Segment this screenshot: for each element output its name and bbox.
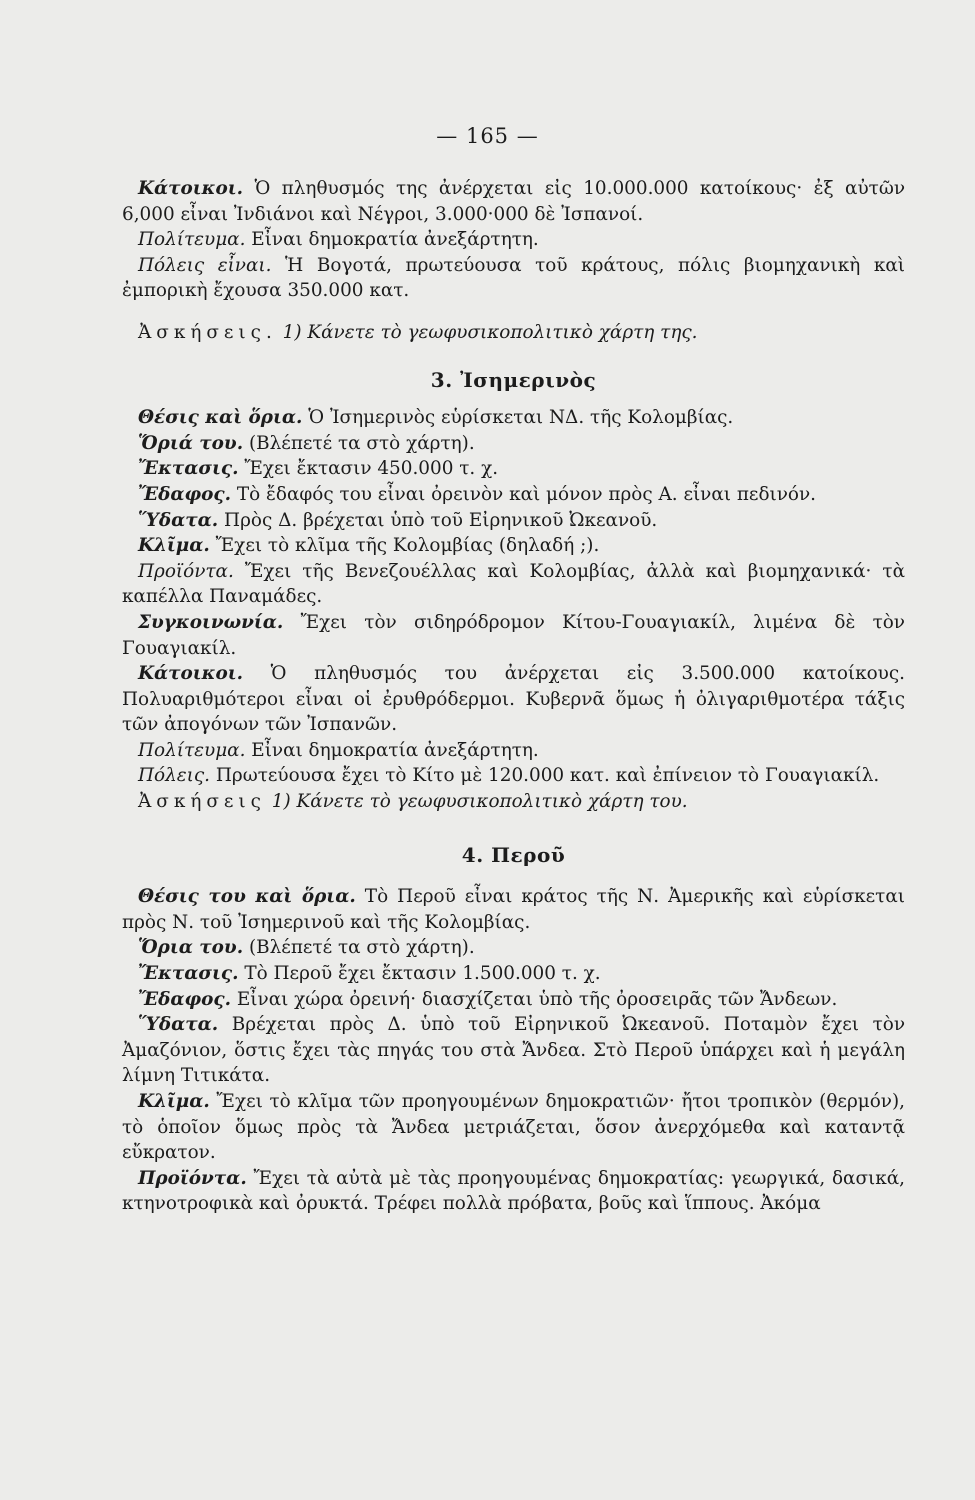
paragraph-text: Εἶναι δημοκρατία ἀνεξάρτητη.: [245, 229, 539, 251]
paragraph-text: Ἔχει ἔκτασιν 450.000 τ. χ.: [238, 458, 499, 480]
paragraph-ecuador-borders: [122, 431, 905, 457]
paragraph-label: Ὕδατα.: [138, 1014, 219, 1036]
paragraph-ecuador-position: [122, 405, 905, 431]
page-number: — 165 —: [436, 124, 539, 148]
paragraph-label: Κλῖμα.: [138, 1091, 210, 1112]
paragraph-peru-products: [122, 1166, 905, 1217]
paragraph-peru-area: [122, 961, 905, 987]
exercise-label: Ἀσκήσεις: [138, 791, 266, 813]
paragraph-peru-waters: [122, 1012, 905, 1089]
exercise-colombia: [122, 320, 905, 346]
paragraph-label: Ἔδαφος.: [138, 483, 232, 505]
paragraph-peru-terrain: [122, 987, 905, 1013]
paragraph-ecuador-terrain: [122, 482, 905, 508]
paragraph-label: Προϊόντα.: [138, 1167, 247, 1189]
paragraph-label: Ἔδαφος.: [138, 988, 232, 1010]
paragraph-colombia-cities: [122, 253, 905, 304]
paragraph-text: Ἔχει τὸ κλῖμα τῆς Κολομβίας (δηλαδή ;).: [209, 535, 600, 557]
paragraph-colombia-government: [122, 227, 905, 253]
paragraph-label: Πολίτευμα.: [138, 229, 246, 251]
paragraph-text: Τὸ Περοῦ εἶναι κράτος τῆς Ν. Ἀμερικῆς καὶ εὑρίσκεται πρὸς Ν. τοῦ Ἰσημερινοῦ καὶ τῆς Κολομβίας.: [122, 886, 905, 933]
paragraph-ecuador-cities: [122, 763, 905, 789]
paragraph-peru-climate: [122, 1089, 905, 1166]
body-text: [122, 176, 905, 1217]
paragraph-ecuador-climate: [122, 533, 905, 559]
paragraph-text: Ὁ πληθυσμός του ἀνέρχεται εἰς 3.500.000 κατοίκους. Πολυαριθμότεροι εἶναι οἱ ἐρυθρόδερμοι. Κυβερνᾶ ὅμως ἡ ὀλιγαριθμοτέρα τάξις τῶν ἀπογόνων τῶν Ἰσπανῶν.: [122, 663, 905, 736]
paragraph-text: Πρὸς Δ. βρέχεται ὑπὸ τοῦ Εἰρηνικοῦ Ὠκεανοῦ.: [218, 509, 658, 531]
paragraph-ecuador-area: [122, 456, 905, 482]
paragraph-ecuador-products: [122, 559, 905, 610]
paragraph-peru-position: [122, 884, 905, 935]
paragraph-text: Τὸ Περοῦ ἔχει ἔκτασιν 1.500.000 τ. χ.: [238, 963, 601, 985]
exercise-text: 1) Κάνετε τὸ γεωφυσικοπολιτικὸ χάρτη της.: [276, 321, 698, 343]
paragraph-peru-borders: [122, 935, 905, 961]
paragraph-text: Ὁ Ἰσημερινὸς εὑρίσκεται ΝΔ. τῆς Κολομβίας.: [302, 407, 734, 429]
paragraph-label: Θέσις του καὶ ὅρια.: [138, 886, 356, 908]
paragraph-label: Ὕδατα.: [138, 509, 219, 531]
paragraph-text: (Βλέπετέ τα στὸ χάρτη).: [243, 432, 475, 454]
paragraph-ecuador-transport: [122, 610, 905, 661]
paragraph-text: Ἡ Βογοτά, πρωτεύουσα τοῦ κράτους, πόλις βιομηχανικὴ καὶ ἐμπορικὴ ἔχουσα 350.000 κατ.: [122, 254, 905, 302]
paragraph-text: Εἶναι δημοκρατία ἀνεξάρτητη.: [245, 739, 539, 761]
paragraph-text: Ἔχει τῆς Βενεζουέλλας καὶ Κολομβίας, ἀλλὰ καὶ βιομηχανικά· τὰ καπέλλα Παναμάδες.: [122, 560, 905, 608]
paragraph-text: Πρωτεύουσα ἔχει τὸ Κίτο μὲ 120.000 κατ. καὶ ἐπίνειον τὸ Γουαγιακίλ.: [210, 765, 880, 787]
paragraph-label: Κάτοικοι.: [138, 178, 244, 199]
section-heading-peru: 4. Περοῦ: [461, 842, 566, 867]
paragraph-text: (Βλέπετέ τα στὸ χάρτη).: [243, 937, 475, 959]
exercise-label: Ἀσκήσεις.: [138, 321, 277, 343]
paragraph-label: Ὅριά του.: [138, 432, 244, 454]
paragraph-label: Θέσις καὶ ὅρια.: [138, 407, 303, 429]
paragraph-ecuador-waters: [122, 508, 905, 534]
paragraph-label: Ἔκτασις.: [138, 963, 239, 985]
paragraph-text: Ἔχει τὸν σιδηρόδρομον Κίτου-Γουαγιακίλ, λιμένα δὲ τὸν Γουαγιακίλ.: [122, 611, 905, 659]
paragraph-colombia-inhabitants: [122, 176, 905, 227]
paragraph-label: Συγκοινωνία.: [138, 611, 284, 633]
paragraph-label: Πολίτευμα.: [138, 739, 246, 761]
paragraph-text: Ὁ πληθυσμός της ἀνέρχεται εἰς 10.000.000 κατοίκους· ἐξ αὐτῶν 6,000 εἶναι Ἰνδιάνοι καὶ Νέγροι, 3.000·000 δὲ Ἰσπανοί.: [122, 178, 905, 225]
paragraph-text: Τὸ ἔδαφός του εἶναι ὀρεινὸν καὶ μόνον πρὸς Α. εἶναι πεδινόν.: [231, 483, 817, 505]
paragraph-text: Εἶναι χώρα ὀρεινή· διασχίζεται ὑπὸ τῆς ὀροσειρᾶς τῶν Ἄνδεων.: [231, 988, 838, 1010]
paragraph-text: Ἔχει τὸ κλῖμα τῶν προηγουμένων δημοκρατιῶν· ἤτοι τροπικὸν (θερμόν), τὸ ὁποῖον ὅμως πρὸς τὰ Ἄνδεα μετριάζεται, ὅσον ἀνερχόμεθα καὶ καταντᾷ εὔκρατον.: [122, 1091, 905, 1164]
paragraph-text: Ἔχει τὰ αὐτὰ μὲ τὰς προηγουμένας δημοκρατίας: γεωργικά, δασικά, κτηνοτροφικὰ καὶ ὀρυκτά. Τρέφει πολλὰ πρόβατα, βοῦς καὶ ἵππους. Ἀκόμα: [122, 1167, 905, 1215]
paragraph-label: Κάτοικοι.: [138, 663, 244, 685]
exercise-text: 1) Κάνετε τὸ γεωφυσικοπολιτικὸ χάρτη του.: [265, 791, 688, 813]
paragraph-label: Πόλεις εἶναι.: [138, 254, 272, 276]
paragraph-label: Προϊόντα.: [138, 560, 234, 582]
section-heading-ecuador: 3. Ἰσημερινὸς: [430, 367, 597, 392]
paragraph-label: Ἔκτασις.: [138, 458, 239, 480]
exercise-ecuador: [122, 789, 905, 815]
paragraph-text: Βρέχεται πρὸς Δ. ὑπὸ τοῦ Εἰρηνικοῦ Ὠκεανοῦ. Ποταμὸν ἔχει τὸν Ἀμαζόνιον, ὅστις ἔχει τὰς πηγάς του στὰ Ἄνδεα. Στὸ Περοῦ ὑπάρχει καὶ ἡ μεγάλη λίμνη Τιτικάτα.: [122, 1014, 905, 1087]
paragraph-ecuador-inhabitants: [122, 661, 905, 738]
paragraph-label: Ὅρια του.: [138, 937, 244, 959]
paragraph-label: Πόλεις.: [138, 765, 210, 787]
paragraph-ecuador-government: [122, 738, 905, 764]
paragraph-label: Κλῖμα.: [138, 535, 210, 557]
